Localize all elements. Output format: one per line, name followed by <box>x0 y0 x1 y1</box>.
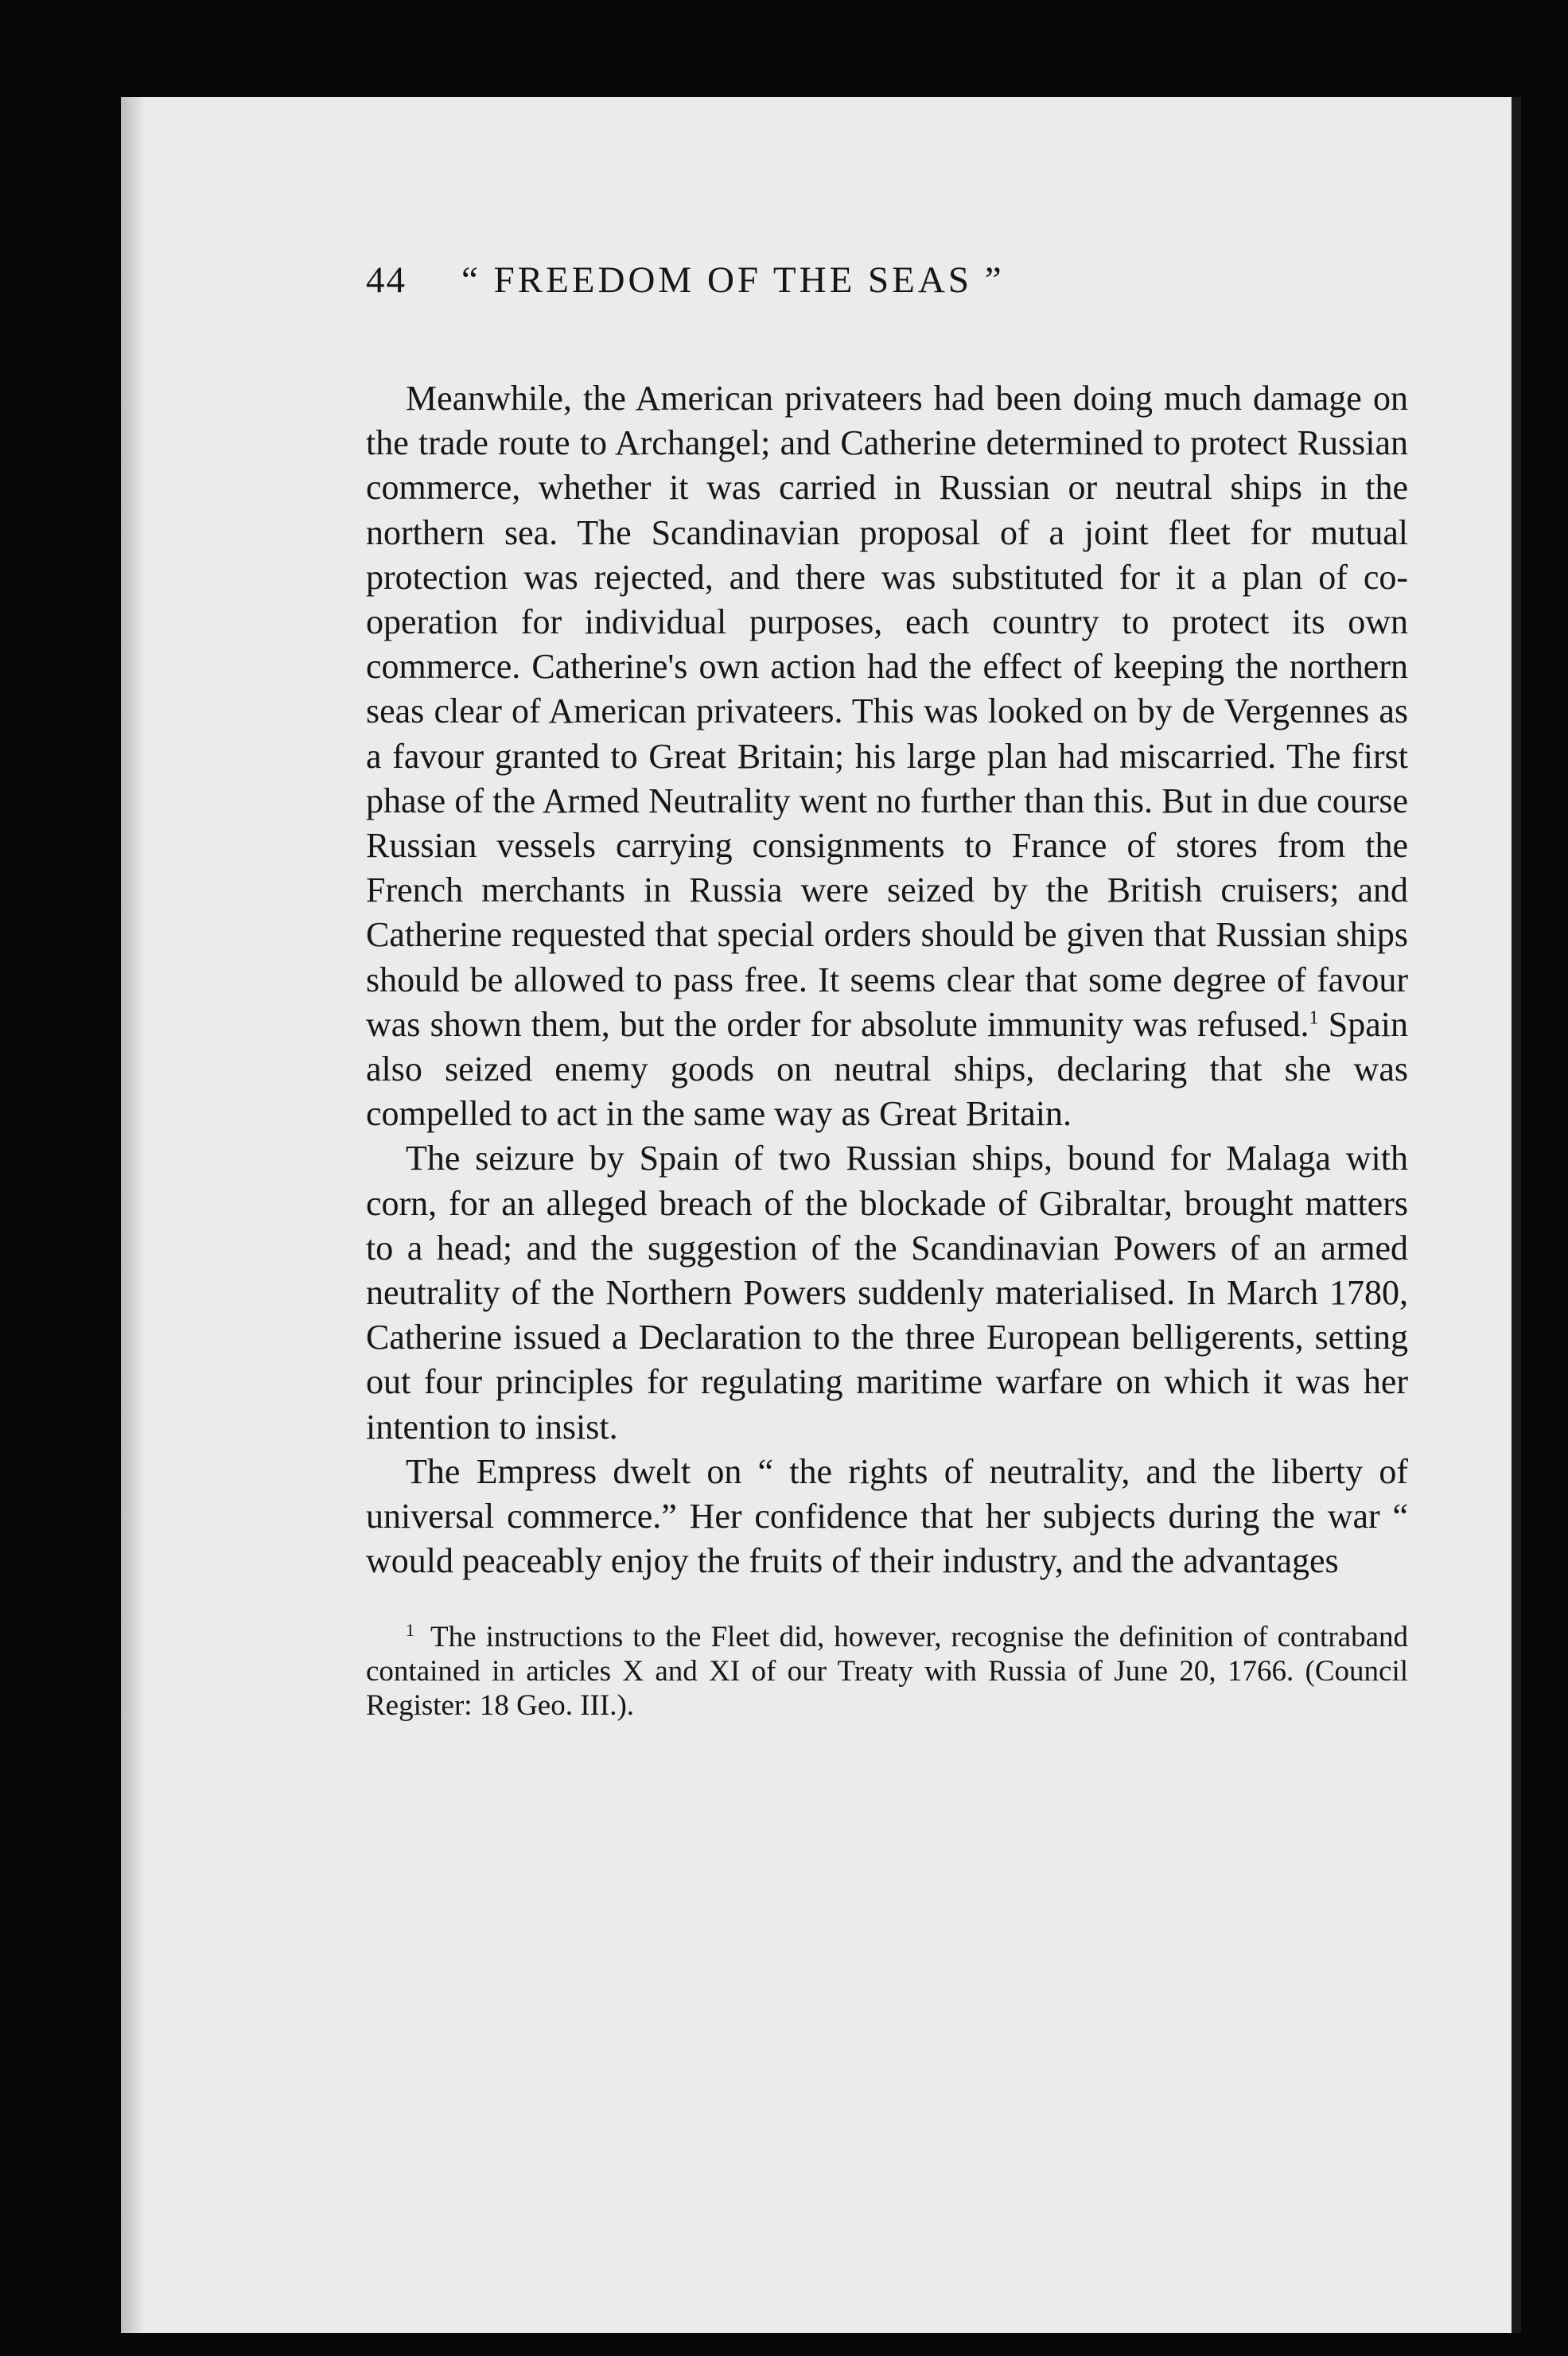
running-title: “ FREEDOM OF THE SEAS ” <box>461 259 1005 301</box>
footnote <box>366 1620 1408 1723</box>
paragraph-1-text: Meanwhile, the American privateers had been doing much damage on the trade route to Archangel; and Catherine determined to protect Russian commerce, whether it was carried in Russian or neutral ships in the northern sea. The Scandinavian proposal of a joint fleet for mutual protection was rejected, and there was substituted for it a plan of co-operation for individual purposes, each country to protect its own commerce. Catherine's own action had the effect of keeping the northern seas clear of American privateers. This was looked on by de Vergennes as a favour granted to Great Britain; his large plan had miscarried. The first phase of the Armed Neutrality went no further than this. But in due course Russian vessels carrying consignments to France of stores from the French merchants in Russia were seized by the British cruisers; and Catherine requested that special orders should be given that Russian ships should be allowed to pass free. It seems clear that some degree of favour was shown them, but the order for absolute immunity was refused. <box>366 379 1408 1044</box>
paragraph-1 <box>366 376 1408 1136</box>
footnote-text: The instructions to the Fleet did, however, recognise the definition of contraband contained in articles X and XI of our Treaty with Russia of June 20, 1766. (Council Register: 18 Geo. III.). <box>366 1621 1408 1723</box>
paragraph-1-continuation: Spain also seized enemy goods on neutral ships, declaring that she was compelled to act in the same way as Great Britain. <box>366 1004 1408 1134</box>
body-text <box>366 376 1408 1583</box>
paragraph-3: The Empress dwelt on “ the rights of neutrality, and the liberty of universal commerce.” Her confidence that her subjects during the war “ would peaceably enjoy the fruits of their industry, and the advantages <box>366 1451 1408 1581</box>
footnote-reference: 1 <box>1309 1007 1319 1029</box>
footnote-marker: 1 <box>406 1620 414 1641</box>
page-gutter-shadow <box>121 97 143 2333</box>
paragraph-2: The seizure by Spain of two Russian ships, bound for Malaga with corn, for an alleged breach of the blockade of Gibraltar, brought matters to a head; and the suggestion of the Scandinavian Powers of an armed neutrality of the Northern Powers suddenly materialised. In March 1780, Catherine issued a Declaration to the three European belligerents, setting out four principles for regulating maritime warfare on which it was her intention to insist. <box>366 1139 1408 1447</box>
page-content <box>366 259 1408 1723</box>
running-head <box>366 259 1408 314</box>
page-edge <box>1512 97 1521 2333</box>
page-number: 44 <box>366 259 407 301</box>
